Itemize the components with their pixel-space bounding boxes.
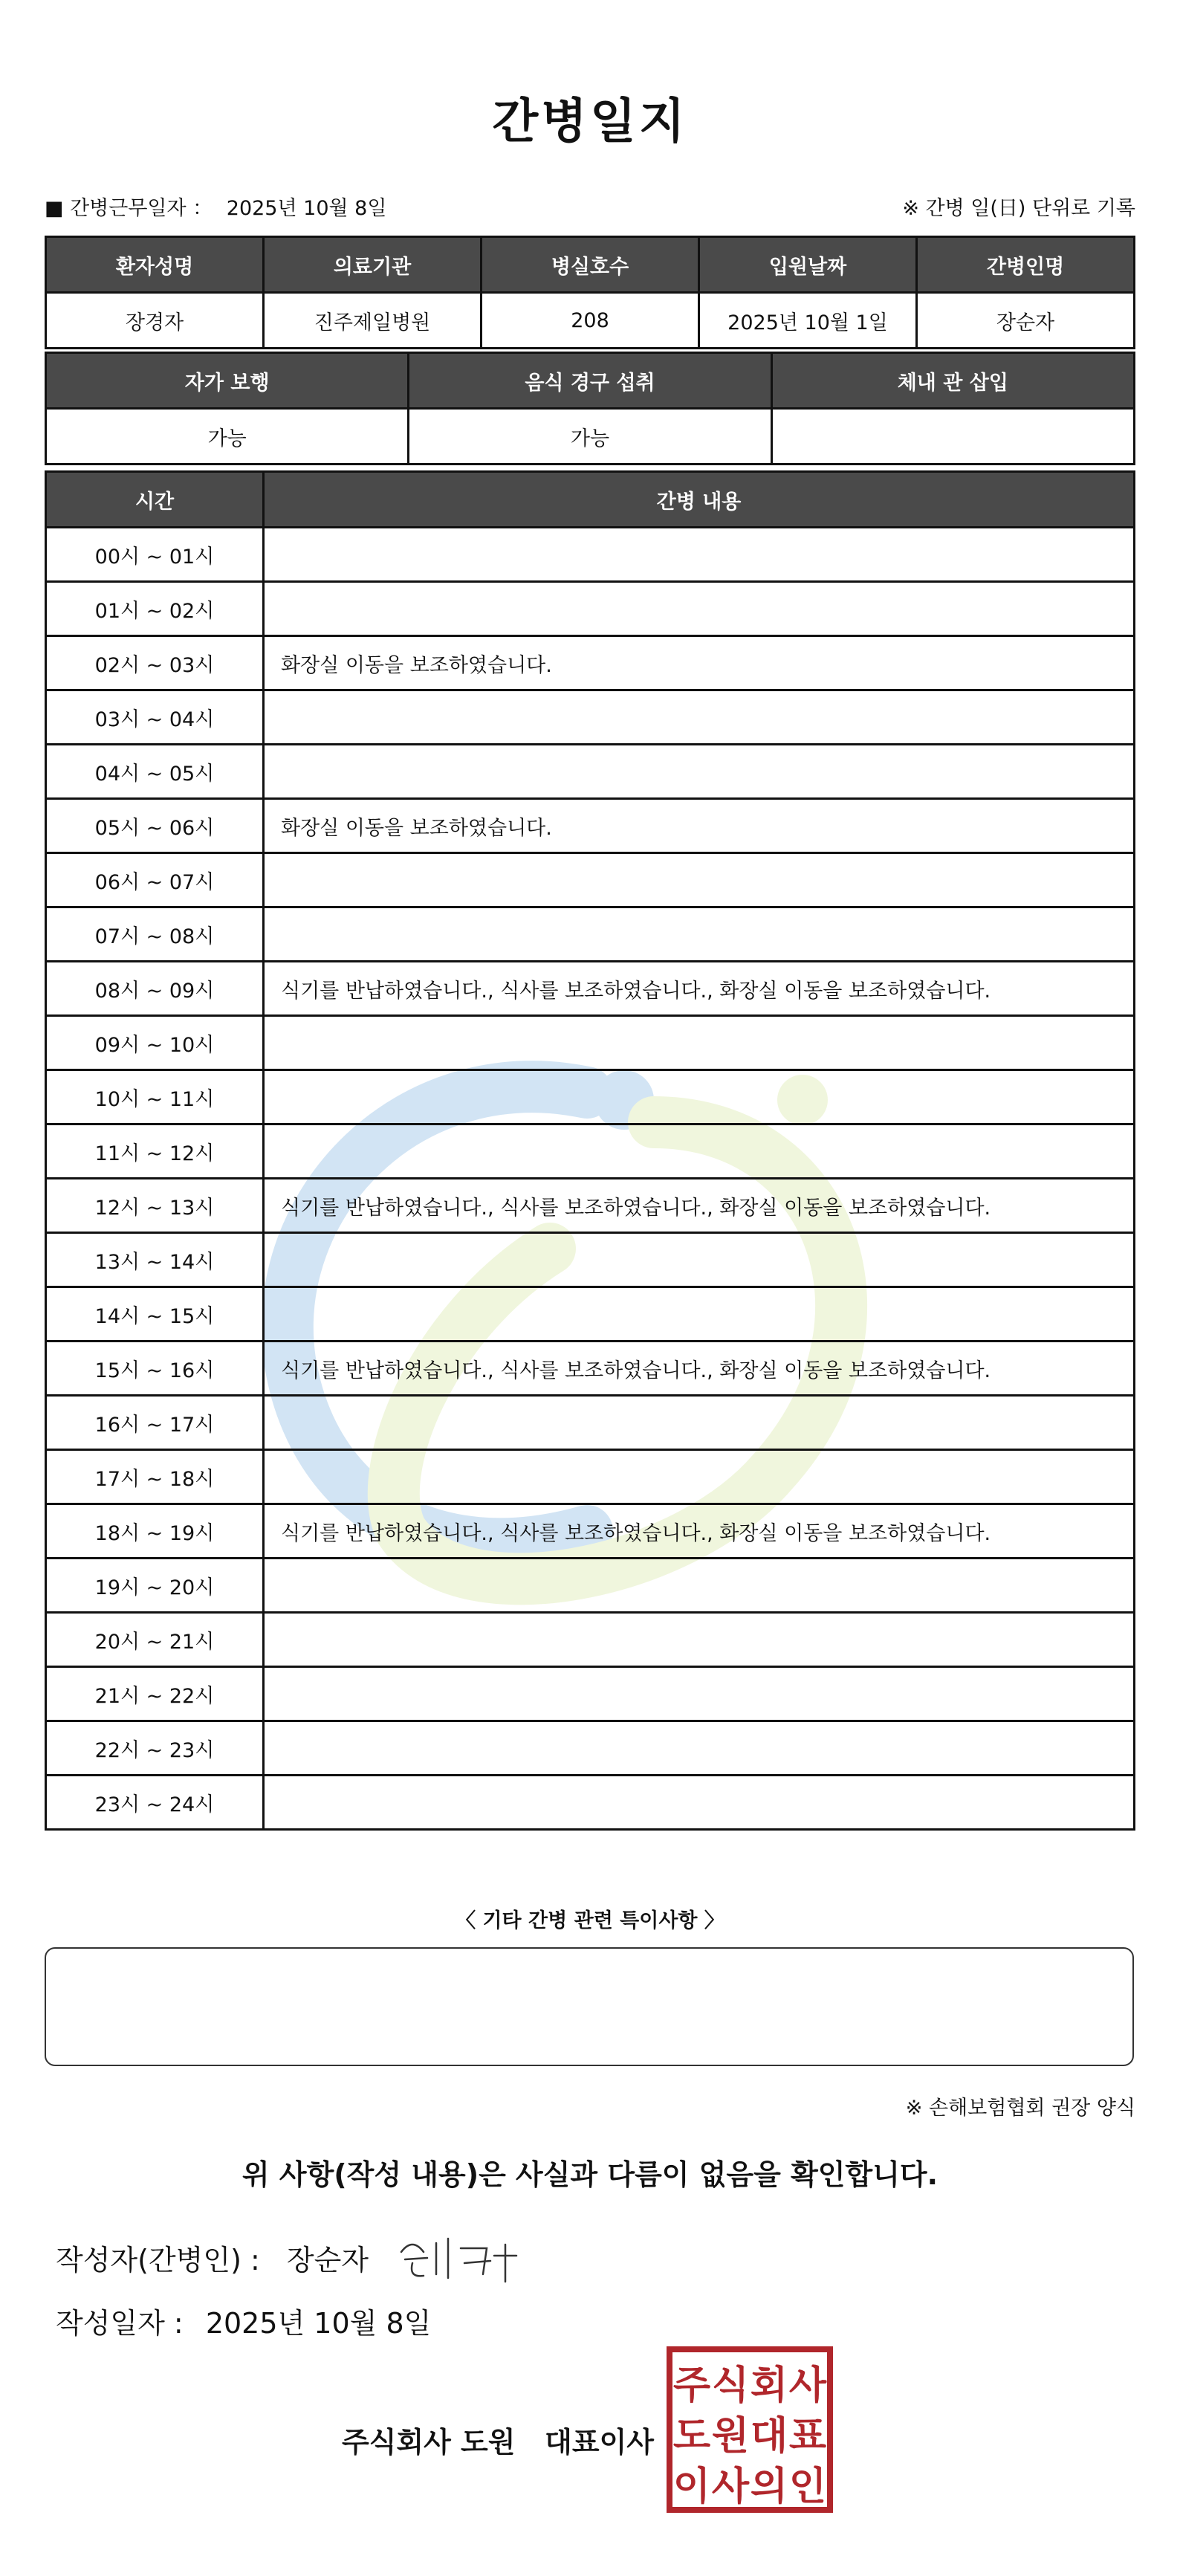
seal-character: 인 <box>788 2465 827 2509</box>
time-slot: 07시 ~ 08시 <box>46 907 264 962</box>
patient-info-table <box>45 236 1135 349</box>
care-content: 식기를 반납하였습니다., 식사를 보조하였습니다., 화장실 이동을 보조하였습니다. <box>264 1179 1135 1233</box>
care-log-row <box>46 1613 1135 1667</box>
care-content: 식기를 반납하였습니다., 식사를 보조하였습니다., 화장실 이동을 보조하였습니다. <box>264 962 1135 1016</box>
patient-info-header-row <box>46 237 1135 293</box>
care-content <box>264 907 1135 962</box>
patient-info-value-row <box>46 293 1135 349</box>
header-caregiver-name: 간병인명 <box>917 237 1135 293</box>
care-content <box>264 690 1135 745</box>
care-log-row <box>46 1179 1135 1233</box>
remarks-title: 〈 기타 간병 관련 특이사항 〉 <box>456 1909 724 1932</box>
care-log-row <box>46 528 1135 582</box>
care-content <box>264 745 1135 799</box>
seal-character: 사 <box>788 2363 827 2408</box>
time-slot: 16시 ~ 17시 <box>46 1396 264 1450</box>
care-log-row <box>46 1124 1135 1179</box>
care-log-row <box>46 690 1135 745</box>
care-log-row <box>46 1016 1135 1070</box>
care-log-row <box>46 962 1135 1016</box>
time-slot: 19시 ~ 20시 <box>46 1559 264 1613</box>
work-date-label: ■ 간병근무일자 ： <box>45 197 213 220</box>
care-content <box>264 1613 1135 1667</box>
time-slot: 12시 ~ 13시 <box>46 1179 264 1233</box>
care-content <box>264 1667 1135 1721</box>
write-date-label: 작성일자 : <box>56 2307 184 2340</box>
care-content: 화장실 이동을 보조하였습니다. <box>264 799 1135 853</box>
room-number-value: 208 <box>482 293 699 349</box>
care-content <box>264 1559 1135 1613</box>
care-content <box>264 1124 1135 1179</box>
oral-intake-value: 가능 <box>409 409 771 465</box>
work-date-value: 2025년 10월 8일 <box>226 197 387 220</box>
time-slot: 15시 ~ 16시 <box>46 1342 264 1396</box>
care-content <box>264 1016 1135 1070</box>
time-slot: 01시 ~ 02시 <box>46 582 264 636</box>
care-log-row <box>46 1559 1135 1613</box>
header-care-content: 간병 내용 <box>264 472 1135 528</box>
time-slot: 00시 ~ 01시 <box>46 528 264 582</box>
care-content <box>264 1287 1135 1342</box>
signature-image <box>390 2222 524 2289</box>
seal-character: 표 <box>788 2414 827 2459</box>
work-date-line <box>45 192 386 221</box>
seal-character: 주 <box>672 2363 711 2408</box>
care-log-row <box>46 1504 1135 1559</box>
time-slot: 22시 ~ 23시 <box>46 1721 264 1776</box>
care-content: 식기를 반납하였습니다., 식사를 보조하였습니다., 화장실 이동을 보조하였습니다. <box>264 1504 1135 1559</box>
confirmation-statement: 위 사항(작성 내용)은 사실과 다름이 없음을 확인합니다. <box>241 2158 939 2191</box>
form-note: ※ 손해보험협회 권장 양식 <box>905 2097 1135 2120</box>
care-log-row <box>46 1287 1135 1342</box>
time-slot: 09시 ~ 10시 <box>46 1016 264 1070</box>
seal-character: 회 <box>750 2363 788 2408</box>
patient-name-value: 장경자 <box>46 293 264 349</box>
page-title: 간병일지 <box>492 94 688 149</box>
writer-label: 작성자(간병인) : <box>56 2244 260 2276</box>
care-content <box>264 1233 1135 1287</box>
time-slot: 23시 ~ 24시 <box>46 1776 264 1830</box>
care-log-row <box>46 1667 1135 1721</box>
care-log-row <box>46 907 1135 962</box>
care-content <box>264 1450 1135 1504</box>
care-log-rows <box>46 528 1135 1830</box>
header-oral-intake: 음식 경구 섭취 <box>409 353 771 409</box>
writer-line <box>56 2237 369 2278</box>
care-content <box>264 853 1135 907</box>
time-slot: 13시 ~ 14시 <box>46 1233 264 1287</box>
time-slot: 08시 ~ 09시 <box>46 962 264 1016</box>
header-time: 시간 <box>46 472 264 528</box>
care-content <box>264 1721 1135 1776</box>
care-log-row <box>46 1776 1135 1830</box>
care-content <box>264 1396 1135 1450</box>
seal-character: 의 <box>750 2465 788 2509</box>
header-patient-name: 환자성명 <box>46 237 264 293</box>
time-slot: 03시 ~ 04시 <box>46 690 264 745</box>
self-walking-value: 가능 <box>46 409 409 465</box>
care-log-row <box>46 1070 1135 1124</box>
patient-status-table <box>45 352 1135 465</box>
time-slot: 17시 ~ 18시 <box>46 1450 264 1504</box>
seal-character: 대 <box>750 2414 788 2459</box>
header-admission-date: 입원날짜 <box>699 237 917 293</box>
care-content <box>264 528 1135 582</box>
seal-character: 이 <box>672 2465 711 2509</box>
write-date-line <box>56 2300 431 2341</box>
time-slot: 11시 ~ 12시 <box>46 1124 264 1179</box>
care-log-row <box>46 799 1135 853</box>
care-log-row <box>46 1396 1135 1450</box>
admission-date-value: 2025년 10월 1일 <box>699 293 917 349</box>
seal-character: 원 <box>711 2414 750 2459</box>
time-slot: 20시 ~ 21시 <box>46 1613 264 1667</box>
hospital-value: 진주제일병원 <box>264 293 482 349</box>
care-log-row <box>46 1450 1135 1504</box>
time-slot: 14시 ~ 15시 <box>46 1287 264 1342</box>
remarks-box <box>45 1947 1134 2066</box>
care-log-row <box>46 1342 1135 1396</box>
care-content <box>264 1070 1135 1124</box>
company-representative: 주식회사 도원 대표이사 <box>342 2426 654 2459</box>
care-log-header-row <box>46 472 1135 528</box>
writer-name: 장순자 <box>286 2244 369 2276</box>
care-log-row <box>46 853 1135 907</box>
header-tube-insertion: 체내 관 삽입 <box>771 353 1134 409</box>
status-value-row <box>46 409 1135 465</box>
care-log-row <box>46 1721 1135 1776</box>
care-log-row <box>46 636 1135 690</box>
care-log-row <box>46 582 1135 636</box>
time-slot: 21시 ~ 22시 <box>46 1667 264 1721</box>
seal-character: 도 <box>672 2414 711 2459</box>
care-log-row <box>46 745 1135 799</box>
care-content: 식기를 반납하였습니다., 식사를 보조하였습니다., 화장실 이동을 보조하였습니다. <box>264 1342 1135 1396</box>
header-hospital: 의료기관 <box>264 237 482 293</box>
status-header-row <box>46 353 1135 409</box>
unit-note: ※ 간병 일(日) 단위로 기록 <box>902 197 1135 220</box>
time-slot: 04시 ~ 05시 <box>46 745 264 799</box>
header-room-number: 병실호수 <box>482 237 699 293</box>
caregiver-name-value: 장순자 <box>917 293 1135 349</box>
care-log-table <box>45 470 1135 1831</box>
write-date-value: 2025년 10월 8일 <box>205 2307 432 2340</box>
seal-character: 식 <box>711 2363 750 2408</box>
tube-insertion-value <box>771 409 1134 465</box>
care-content <box>264 582 1135 636</box>
header-self-walking: 자가 보행 <box>46 353 409 409</box>
seal-character: 사 <box>711 2465 750 2509</box>
time-slot: 10시 ~ 11시 <box>46 1070 264 1124</box>
time-slot: 18시 ~ 19시 <box>46 1504 264 1559</box>
time-slot: 06시 ~ 07시 <box>46 853 264 907</box>
company-seal-stamp <box>665 2345 834 2514</box>
care-content: 화장실 이동을 보조하였습니다. <box>264 636 1135 690</box>
care-content <box>264 1776 1135 1830</box>
time-slot: 05시 ~ 06시 <box>46 799 264 853</box>
care-log-row <box>46 1233 1135 1287</box>
time-slot: 02시 ~ 03시 <box>46 636 264 690</box>
